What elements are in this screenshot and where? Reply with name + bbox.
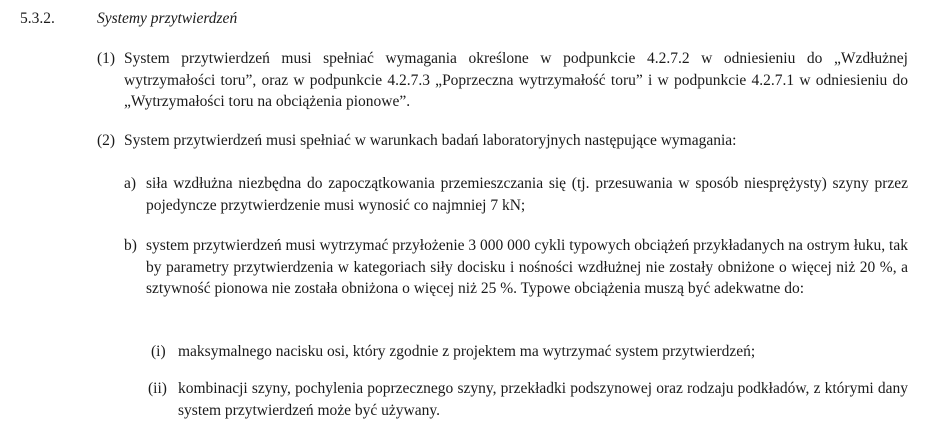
sub-item-ii-text: kombinacji szyny, pochylenia poprzecznego szyny, przekładki podszynowej oraz rodzaju podkładów, z którymi dany system przytwierdzeń może być używany. <box>178 380 908 419</box>
sub-item-i-label: (i) <box>151 343 166 360</box>
section-number: 5.3.2. <box>20 10 55 27</box>
paragraph-1-label: (1) <box>97 50 116 67</box>
paragraph-2-text: System przytwierdzeń musi spełniać w warunkach badań laboratoryjnych następujące wymagania: <box>124 132 737 149</box>
paragraph-1-text: System przytwierdzeń musi spełniać wymagania określone w podpunkcie 4.2.7.2 w odniesieniu do „Wzdłużnej wytrzymałości toru”, oraz w podpunkcie 4.2.7.3 „Poprzeczna wytrzymałość toru” i w podpunkcie 4.2.7.1 w odniesieniu do „Wytrzymałości toru na obciążenia pionowe”. <box>124 50 908 110</box>
sub-item-i-text: maksymalnego nacisku osi, który zgodnie z projektem ma wytrzymać system przytwierdzeń; <box>178 343 756 360</box>
paragraph-2-label: (2) <box>97 132 116 149</box>
sub-item-ii-label: (ii) <box>148 380 167 397</box>
list-item-a-label: a) <box>124 175 137 192</box>
list-item-b-text: system przytwierdzeń musi wytrzymać przyłożenie 3 000 000 cykli typowych obciążeń przykładanych na ostrym łuku, tak by parametry przytwierdzenia w kategoriach siły docisku i nośności wzdłużnej nie zostały obniżone o więcej niż 20 %, a sztywność pionowa nie została obniżona o więcej niż 25 %. Typowe obciążenia muszą być adekwatne do: <box>146 237 908 297</box>
list-item-a-text: siła wzdłużna niezbędna do zapoczątkowania przemieszczania się (tj. przesuwania w sposób niesprężysty) szyny przez pojedyncze przytwierdzenie musi wynosić co najmniej 7 kN; <box>146 175 908 214</box>
list-item-b-label: b) <box>124 237 137 254</box>
section-title: Systemy przytwierdzeń <box>97 10 238 27</box>
